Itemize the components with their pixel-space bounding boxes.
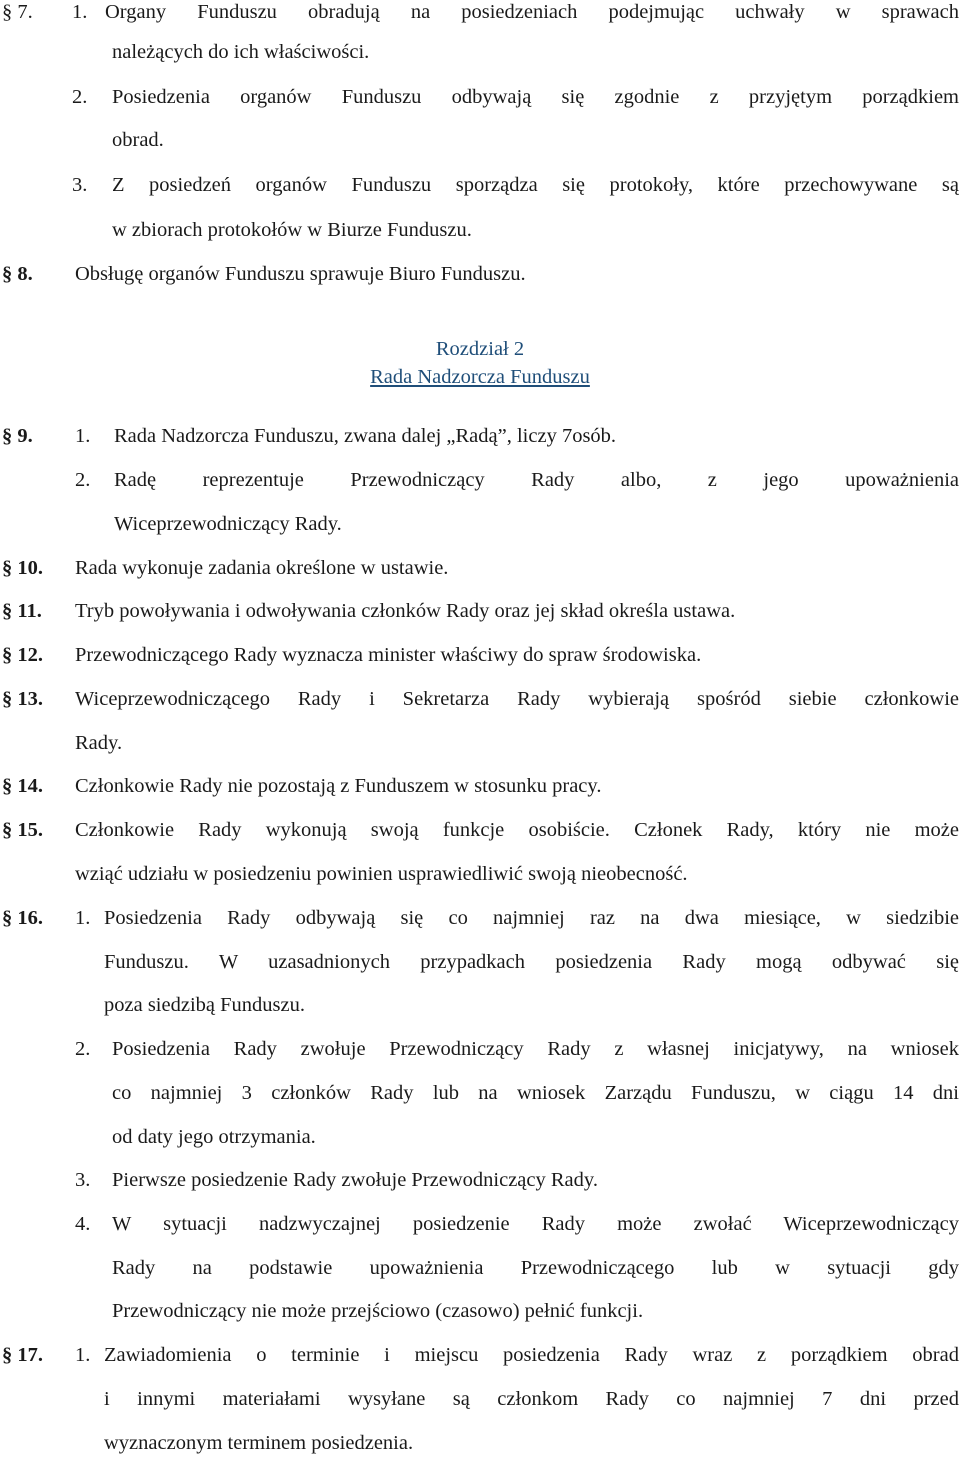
text-line: Obsługę organów Funduszu sprawuje Biuro Funduszu. xyxy=(75,263,526,285)
paragraph-number: 2. xyxy=(75,1038,91,1060)
text-line: poza siedzibą Funduszu. xyxy=(104,994,305,1016)
text-line: Rady. xyxy=(75,732,123,754)
text-line: obrad. xyxy=(112,129,164,151)
text-line: co najmniej 3 członków Rady lub na wniosek Zarządu Funduszu, w ciągu 14 dni xyxy=(112,1082,959,1104)
paragraph-number: 1. xyxy=(75,425,91,447)
text-line: Posiedzenia Rady zwołuje Przewodniczący Rady z własnej inicjatywy, na wniosek xyxy=(112,1038,959,1060)
text-line: Z posiedzeń organów Funduszu sporządza się protokoły, które przechowywane są xyxy=(112,174,959,196)
text-line: wziąć udziału w posiedzeniu powinien usprawiedliwić swoją nieobecność. xyxy=(75,863,688,885)
text-line: należących do ich właściwości. xyxy=(112,41,370,63)
section-number: § 7. xyxy=(2,1,33,23)
section-number: § 15. xyxy=(2,819,43,841)
text-line: w zbiorach protokołów w Biurze Funduszu. xyxy=(112,219,472,241)
section-number: § 11. xyxy=(2,600,42,622)
section-number: § 12. xyxy=(2,644,43,666)
text-line: wyznaczonym terminem posiedzenia. xyxy=(104,1432,414,1454)
text-line: Rady na podstawie upoważnienia Przewodniczącego lub w sytuacji gdy xyxy=(112,1257,959,1279)
text-line: i innymi materiałami wysyłane są członkom Rady co najmniej 7 dni przed xyxy=(104,1388,959,1410)
section-number: § 10. xyxy=(2,557,43,579)
text-line: Przewodniczący nie może przejściowo (czasowo) pełnić funkcji. xyxy=(112,1300,644,1322)
text-line: Posiedzenia organów Funduszu odbywają się zgodnie z przyjętym porządkiem xyxy=(112,86,959,108)
paragraph-number: 3. xyxy=(72,174,88,196)
chapter-number: Rozdział 2 xyxy=(435,338,525,360)
paragraph-number: 1. xyxy=(75,1344,91,1366)
text-line: Funduszu. W uzasadnionych przypadkach posiedzenia Rady mogą odbywać się xyxy=(104,951,959,973)
text-line: Wiceprzewodniczący Rady. xyxy=(114,513,342,535)
text-line: Rada Nadzorcza Funduszu, zwana dalej „Radą”, liczy 7osób. xyxy=(114,425,617,447)
text-line: Organy Funduszu obradują na posiedzeniach podejmując uchwały w sprawach xyxy=(105,1,959,23)
text-line: Członkowie Rady nie pozostają z Funduszem w stosunku pracy. xyxy=(75,775,602,797)
paragraph-number: 1. xyxy=(72,1,88,23)
section-number: § 8. xyxy=(2,263,33,285)
text-line: Pierwsze posiedzenie Rady zwołuje Przewodniczący Rady. xyxy=(112,1169,598,1191)
section-number: § 16. xyxy=(2,907,43,929)
section-number: § 9. xyxy=(2,425,33,447)
text-line: Zawiadomienia o terminie i miejscu posiedzenia Rady wraz z porządkiem obrad xyxy=(104,1344,959,1366)
text-line: Członkowie Rady wykonują swoją funkcje osobiście. Członek Rady, który nie może xyxy=(75,819,959,841)
section-number: § 17. xyxy=(2,1344,43,1366)
text-line: Tryb powoływania i odwoływania członków Rady oraz jej skład określa ustawa. xyxy=(75,600,736,622)
paragraph-number: 1. xyxy=(75,907,91,929)
text-line: Wiceprzewodniczącego Rady i Sekretarza Rady wybierają spośród siebie członkowie xyxy=(75,688,959,710)
paragraph-number: 4. xyxy=(75,1213,91,1235)
paragraph-number: 3. xyxy=(75,1169,91,1191)
text-line: Rada wykonuje zadania określone w ustawie. xyxy=(75,557,449,579)
text-line: od daty jego otrzymania. xyxy=(112,1126,316,1148)
text-line: W sytuacji nadzwyczajnej posiedzenie Rady może zwołać Wiceprzewodniczący xyxy=(112,1213,959,1235)
chapter-title: Rada Nadzorcza Funduszu xyxy=(370,366,590,388)
paragraph-number: 2. xyxy=(75,469,91,491)
section-number: § 13. xyxy=(2,688,43,710)
text-line: Posiedzenia Rady odbywają się co najmniej raz na dwa miesiące, w siedzibie xyxy=(104,907,959,929)
text-line: Radę reprezentuje Przewodniczący Rady albo, z jego upoważnienia xyxy=(114,469,959,491)
paragraph-number: 2. xyxy=(72,86,88,108)
text-line: Przewodniczącego Rady wyznacza minister właściwy do spraw środowiska. xyxy=(75,644,702,666)
section-number: § 14. xyxy=(2,775,43,797)
